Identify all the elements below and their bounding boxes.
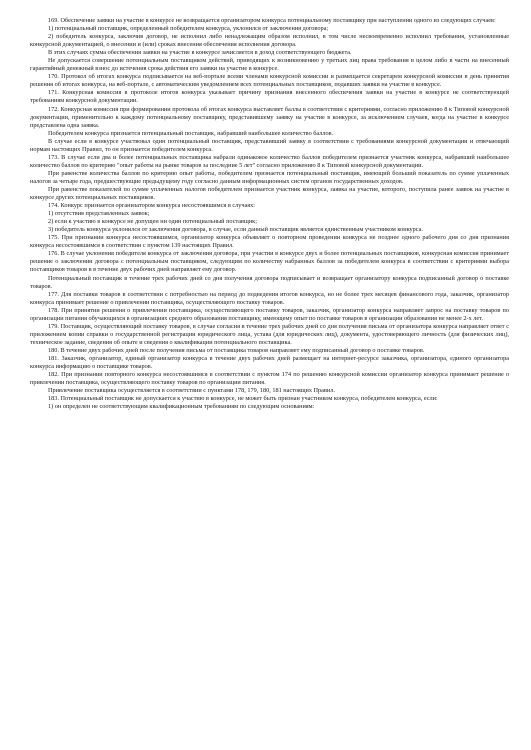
paragraph: 183. Потенциальный поставщик не допускается к участию в конкурсе, не может быть признан участником конкурса, победителем конкурса, если: (48, 395, 438, 403)
paragraph: При равенстве количества баллов по критерию опыт работы, победителем признается потенциальный поставщик, имеющий больший показатель по сумме уплаченных налогов за четыре года, предшествующие предыдущему году согласно данным информационных систем органов государственных доходов. (30, 169, 509, 185)
paragraph: Потенциальный поставщик в течение трех рабочих дней со дня получения договора подписывает и возвращает организатору конкурса подписанный договор о поставке товаров. (30, 274, 509, 290)
paragraph: 3) победитель конкурса уклонился от заключения договора, в случае, если данный поставщик является единственным участником конкурса. (48, 226, 423, 234)
paragraph: При равенстве показателей по сумме уплаченных налогов победителем признается участник конкурса, заявка на участие, которого, поступила ранее заявок на участие в конкурсе других потенциальных поставщиков. (30, 185, 509, 202)
paragraph: В этих случаях сумма обеспечения заявки на участие в конкурсе зачисляется в доход соответствующего бюджета. (48, 49, 352, 57)
paragraph: 176. В случае уклонения победителя конкурса от заключения договора, при участии в конкурсе двух и более потенциальных поставщиков, конкурсная комиссия принимает решение о заключении договора с потенциальным поставщиком, следующим по количеству набранных баллов за победителем конкурса в соответствии с критериями выбора поставщиков товаров в в течение двух рабочих дней направляет ему договор. (30, 250, 509, 274)
paragraph: 2) если к участию в конкурсе не допущен ни один потенциальный поставщик; (48, 218, 257, 226)
paragraph: 181. Заказчик, организатор, единый организатор конкурса в течение двух рабочих дней размещает на интернет-ресурсе заказчика, организатора, единого организатора конкурса информацию о поставщике товаров. (30, 354, 509, 371)
paragraph: 1) он определен не соответствующим квалификационным требованиям по следующим основаниям: (48, 403, 315, 411)
paragraph: 178. При принятии решения о привлечении поставщика, осуществляющего поставку товаров, заказчик, организатор конкурса направляет запрос на поставку товаров по организации питания обучающихся в организациях среднего образования поставщику, имеющему опыт по поставке товаров в организации образования не менее 2-х лет. (30, 306, 509, 322)
paragraph: 173. В случае если два и более потенциальных поставщика набрали одинаковое количество баллов победителем признается участник конкурса, набравший наибольшее количество баллов по критерию "опыт работы на рынке товаров за последние 5 лет" согласно приложению 8 к Типовой конкурсной документации. (30, 153, 509, 169)
paragraph: 182. При признании повторного конкурса несостоявшимся в соответствии с пунктом 174 по решению конкурсной комиссии организатор конкурса принимает решение о привлечении поставщика, осуществляющего поставку товаров по организации питания. (30, 371, 509, 387)
paragraph: 171. Конкурсная комиссия в протоколе итогов конкурса указывает причину признания внесенного обеспечения заявки на участие в конкурсе не соответствующей требованиям конкурсной документации. (30, 89, 509, 105)
paragraph: Не допускается совершение потенциальным поставщиком действий, приводящих к возникновению у третьих лиц права требования в целом либо в части на внесенный гарантийный денежный взнос до истечения срока действия его заявки на участие в конкурсе. (30, 57, 509, 73)
paragraph: 177. Для поставки товаров в соответствии с потребностью на период до подведения итогов конкурса, но не более трех месяцев финансового года, заказчик, организатор конкурса принимает решение о привлечении поставщика, осуществляющего поставку товаров. (30, 290, 509, 306)
paragraph: 175. При признании конкурса несостоявшимся, организатор конкурса объявляет о повторном проведении конкурса не позднее одного рабочего дня со дня признания конкурса несостоявшимся в соответствии с пунктом 139 настоящих Правил. (30, 234, 509, 250)
paragraph: 180. В течение двух рабочих дней после получения письма от поставщика товаров направляет ему подписанный договор о поставке товаров. (48, 346, 425, 354)
paragraph: 1) потенциальный поставщик, определенный победителем конкурса, уклонился от заключения договора; (48, 25, 329, 33)
paragraph: 1) отсутствия представленных заявок; (48, 210, 150, 218)
paragraph: В случае если в конкурсе участвовал один потенциальный поставщик, представивший заявку в соответствии с требованиями конкурсной документации и отвечающий нормам настоящих Правил, то он признается победителем конкурса. (30, 137, 509, 153)
paragraph: Привлечение поставщика осуществляется в соответствии с пунктами 178, 179, 180, 181 настоящих Правил. (48, 387, 335, 395)
paragraph: 172. Конкурсная комиссия при формировании протокола об итогах конкурса выставляет баллы в соответствии с критериями, согласно приложению 8 к Типовой конкурсной документации, применительно к каждому потенциальному поставщику, представившему заявку на участие в конкурсе, за исключением случаев, когда на участие в конкурсе представлена одна заявка. (30, 105, 509, 129)
paragraph: 2) победитель конкурса, заключив договор, не исполнил либо ненадлежащим образом исполнил, в том числе несвоевременно исполнил требования, установленные конкурсной документацией, о внесении и (или) сроках внесения обеспечения исполнения договора. (30, 33, 509, 49)
paragraph: Победителем конкурса признается потенциальный поставщик, набравший наибольшее количество баллов. (48, 129, 334, 137)
paragraph: 169. Обеспечение заявки на участие в конкурсе не возвращается организатором конкурса потенциальному поставщику при наступлении одного из следующих случаев: (48, 17, 496, 24)
paragraph: 174. Конкурс признается организатором конкурса несостоявшимся в случаях: (48, 202, 256, 210)
paragraph: 179. Поставщик, осуществляющий поставку товаров, в случае согласия в течение трех рабочих дней со дня получения письма от организатора конкурса направляет ответ с приложением копии справки о государственной регистрации юридического лица, устава (для юридических лиц), документа, удостоверяющего личность (для физических лиц), техническое задание, сведения об опыте и сведения о квалификации потенциального поставщика. (30, 322, 509, 346)
paragraph: 170. Протокол об итогах конкурса подписывается на веб-портале всеми членами конкурсной комиссии и размещается секретарем конкурсной комиссии в день принятия решения об итогах конкурса, на веб-портале, с автоматическим уведомлением всех потенциальных поставщиков, подавших заявки на участие в конкурсе. (30, 73, 509, 89)
